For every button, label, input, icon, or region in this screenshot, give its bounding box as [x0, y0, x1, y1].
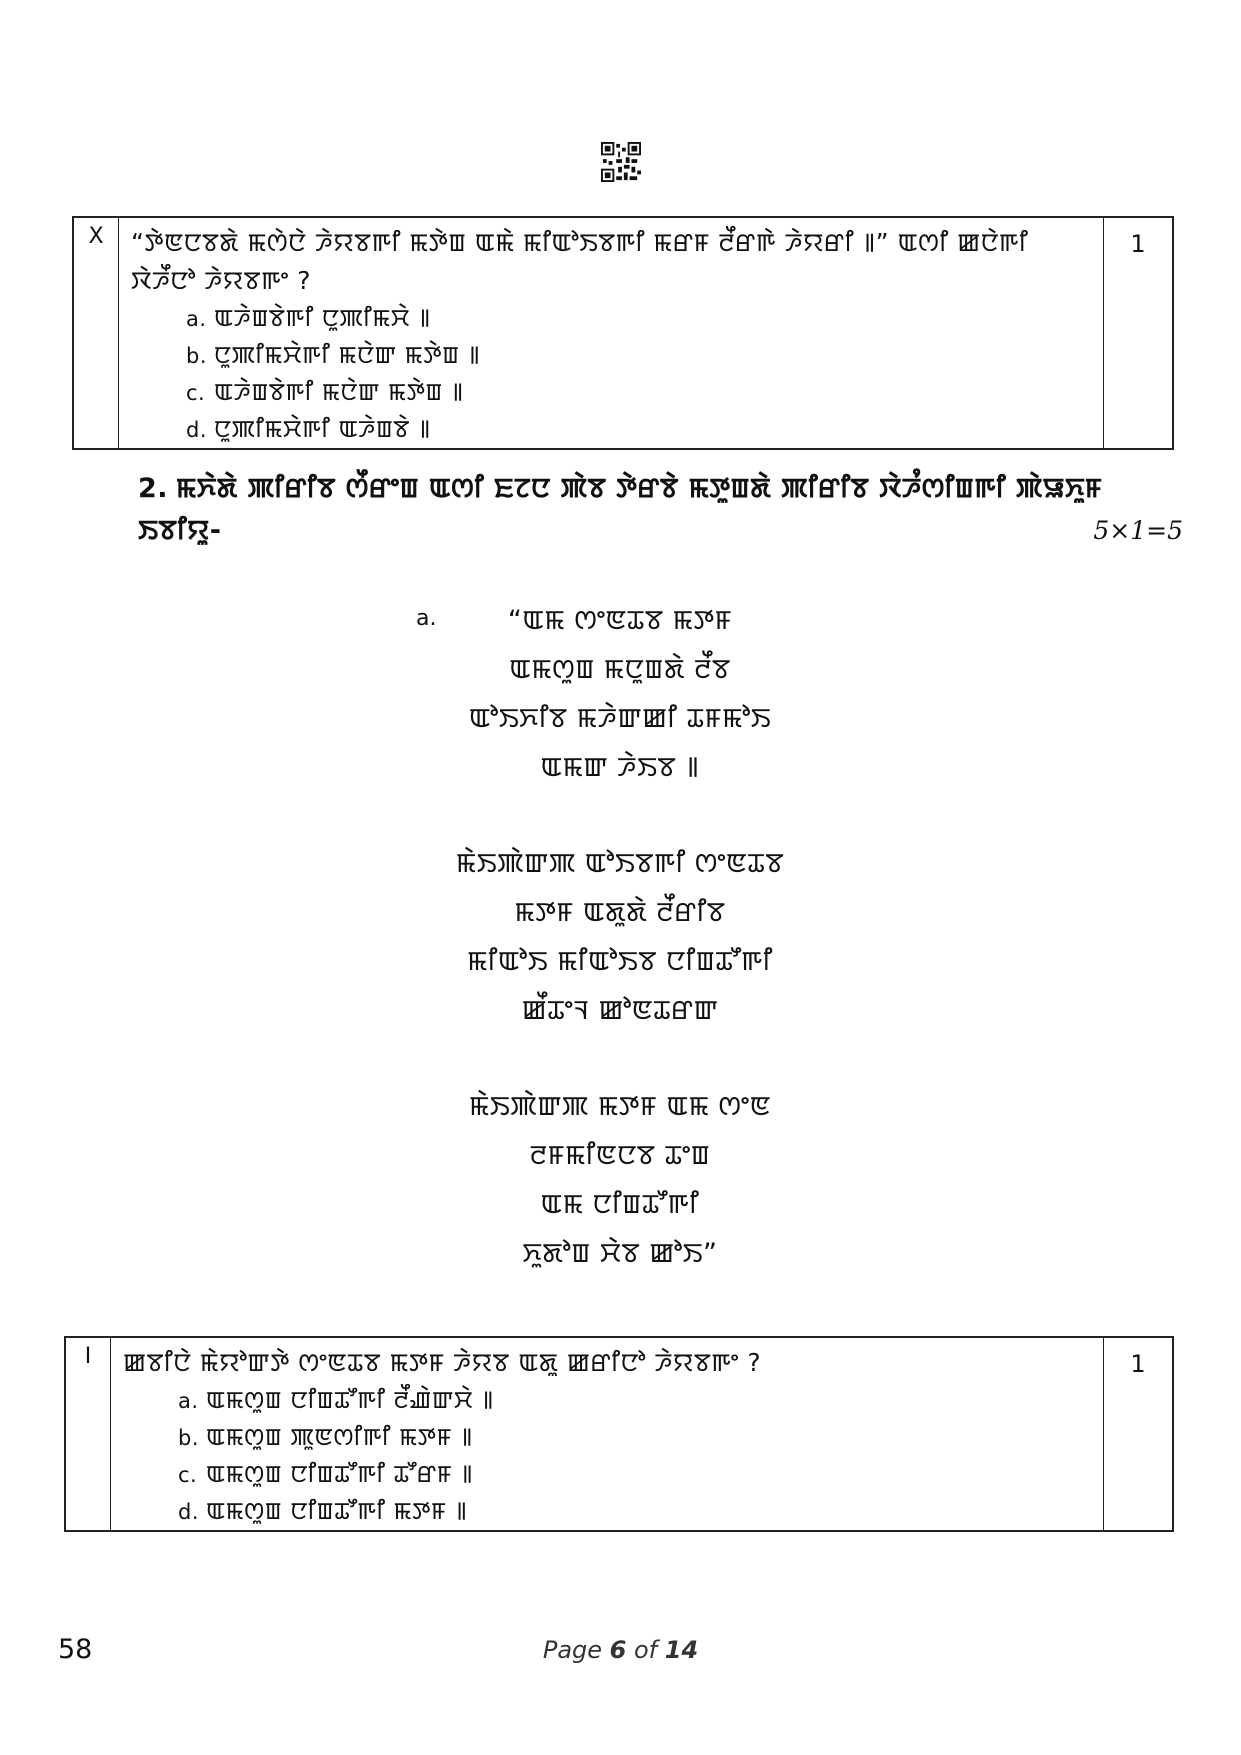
question-body	[111, 1337, 1104, 1531]
option-c	[123, 1456, 1093, 1493]
option-d	[131, 411, 1093, 448]
option-label: b.	[178, 1426, 200, 1450]
page-number	[0, 1636, 1241, 1664]
question-stem: “ꯇꯥꯟꯅꯕꯗꯥ ꯃꯁꯥꯅꯥ ꯍꯥꯌꯕꯒꯤ ꯃꯇꯥꯡ ꯑꯃꯥ ꯃꯤꯑꯣꯏꯕꯒꯤ ꯃꯔꯝ ꯂꯩꯔꯒꯥ ꯍꯥꯌꯔꯤ ꯫” ꯑꯁꯤ ꯀꯅꯥꯒꯤ ꯋꯥꯍꯩꯅꯣ ꯍꯥꯌꯕꯒꯦ ?	[131, 228, 1029, 295]
question-i-table	[64, 1336, 1174, 1532]
question-number: X	[73, 217, 119, 449]
poem-line: ꯃꯥꯏꯄꯥꯛꯄ ꯃꯇꯝ ꯑꯃ ꯁꯦꯟ	[469, 1091, 771, 1122]
option-c	[131, 374, 1093, 411]
poem-label: a.	[416, 606, 437, 631]
poem-line: ꯑꯃꯛ ꯍꯥꯏꯕ ꯫	[540, 752, 700, 783]
poem-line: ꯃꯥꯏꯄꯥꯛꯄ ꯑꯣꯏꯕꯒꯤ ꯁꯦꯟꯊꯕ	[455, 848, 785, 879]
paper-code: 58	[58, 1634, 93, 1665]
option-text: ꯑꯍꯥꯡꯕꯥꯒꯤ ꯃꯅꯥꯛ ꯃꯇꯥꯡ ꯫	[214, 378, 464, 406]
question-2-text: ꯃꯈꯥꯗꯥ ꯄꯤꯔꯤꯕ ꯁꯩꯔꯦꯡ ꯑꯁꯤ ꯐꯖꯅ ꯄꯥꯕ ꯇꯥꯔꯕꯥ ꯃꯇꯨꯡꯗꯥ ꯄꯤꯔꯤꯕ ꯋꯥꯍꯪꯁꯤꯡꯒꯤ ꯄꯥꯎꯈꯨꯝ ꯏꯕꯤꯌꯨ-	[138, 473, 1103, 546]
qr-code-icon	[601, 142, 641, 182]
option-text: ꯑꯍꯥꯡꯕꯥꯒꯤ ꯅꯨꯄꯤꯃꯆꯥ ꯫	[214, 304, 431, 332]
poem-line: ꯀꯩꯊꯦꯜ ꯀꯣꯟꯊꯔꯛ	[521, 995, 719, 1026]
question-stem: ꯀꯕꯤꯅꯥ ꯃꯥꯌꯣꯛꯇꯥ ꯁꯦꯟꯊꯕ ꯃꯇꯝ ꯍꯥꯌꯕ ꯑꯗꯨ ꯀꯔꯤꯅꯣ ꯍꯥꯌꯕꯒꯦ ?	[123, 1348, 762, 1377]
option-a	[123, 1382, 1093, 1419]
option-label: c.	[186, 381, 206, 405]
question-2-number: 2.	[138, 473, 169, 504]
page-mid: of	[626, 1636, 665, 1664]
option-text: ꯑꯃꯁꯨꯡ ꯄꯨꯟꯁꯤꯒꯤ ꯃꯇꯝ ꯫	[206, 1423, 473, 1451]
option-label: c.	[178, 1463, 198, 1487]
page-total: 14	[664, 1636, 699, 1664]
question-marks: 1	[1104, 217, 1174, 449]
option-text: ꯅꯨꯄꯤꯃꯆꯥꯒꯤ ꯃꯅꯥꯛ ꯃꯇꯥꯡ ꯫	[214, 341, 481, 369]
option-text: ꯑꯃꯁꯨꯡ ꯅꯤꯡꯊꯧꯒꯤ ꯃꯇꯝ ꯫	[206, 1497, 468, 1525]
option-label: d.	[186, 418, 208, 442]
question-number: I	[65, 1337, 111, 1531]
option-label: a.	[186, 307, 207, 331]
page-prefix: Page	[542, 1636, 610, 1664]
poem	[420, 596, 820, 1278]
question-2-heading	[138, 468, 1178, 552]
poem-line: ꯑꯃꯁꯨꯡ ꯃꯅꯨꯡꯗꯥ ꯂꯩꯕ	[509, 654, 731, 685]
option-label: d.	[178, 1500, 200, 1524]
poem-line: ꯑꯃ ꯅꯤꯡꯊꯧꯒꯤ	[540, 1189, 700, 1220]
page-current: 6	[609, 1636, 627, 1664]
question-body	[119, 217, 1104, 449]
question-marks: 1	[1104, 1337, 1174, 1531]
question-x-table	[72, 216, 1174, 450]
poem-line: ꯃꯇꯝ ꯑꯗꯨꯗꯥ ꯂꯩꯔꯤꯕ	[514, 897, 726, 928]
option-text: ꯑꯃꯁꯨꯡ ꯅꯤꯡꯊꯧꯒꯤ ꯊꯧꯔꯝ ꯫	[206, 1460, 474, 1488]
poem-line: ꯑꯣꯏꯈꯤꯕ ꯃꯍꯥꯛꯀꯤ ꯊꯝꯃꯣꯏ	[468, 703, 772, 734]
poem-line: ꯃꯤꯑꯣꯏ ꯃꯤꯑꯣꯏꯕ ꯅꯤꯡꯊꯧꯒꯤ	[467, 946, 773, 977]
option-d	[123, 1493, 1093, 1530]
option-text: ꯅꯨꯄꯤꯃꯆꯥꯒꯤ ꯑꯍꯥꯡꯕꯥ ꯫	[214, 415, 431, 443]
poem-line: “ꯑꯃ ꯁꯦꯟꯊꯕ ꯃꯇꯝ	[507, 605, 733, 636]
option-a	[131, 300, 1093, 337]
option-label: b.	[186, 344, 208, 368]
option-label: a.	[178, 1389, 199, 1413]
poem-line: ꯂꯝꯃꯤꯟꯅꯕ ꯊꯦꯡ	[529, 1140, 711, 1171]
option-b	[123, 1419, 1093, 1456]
question-2-marks: 5×1=5	[1093, 516, 1183, 545]
option-text: ꯑꯃꯁꯨꯡ ꯅꯤꯡꯊꯧꯒꯤ ꯂꯩꯉꯥꯛꯆꯥ ꯫	[206, 1386, 494, 1414]
option-b	[131, 337, 1093, 374]
poem-line: ꯈꯨꯗꯣꯡ ꯆꯥꯕ ꯀꯣꯏ”	[522, 1238, 718, 1269]
